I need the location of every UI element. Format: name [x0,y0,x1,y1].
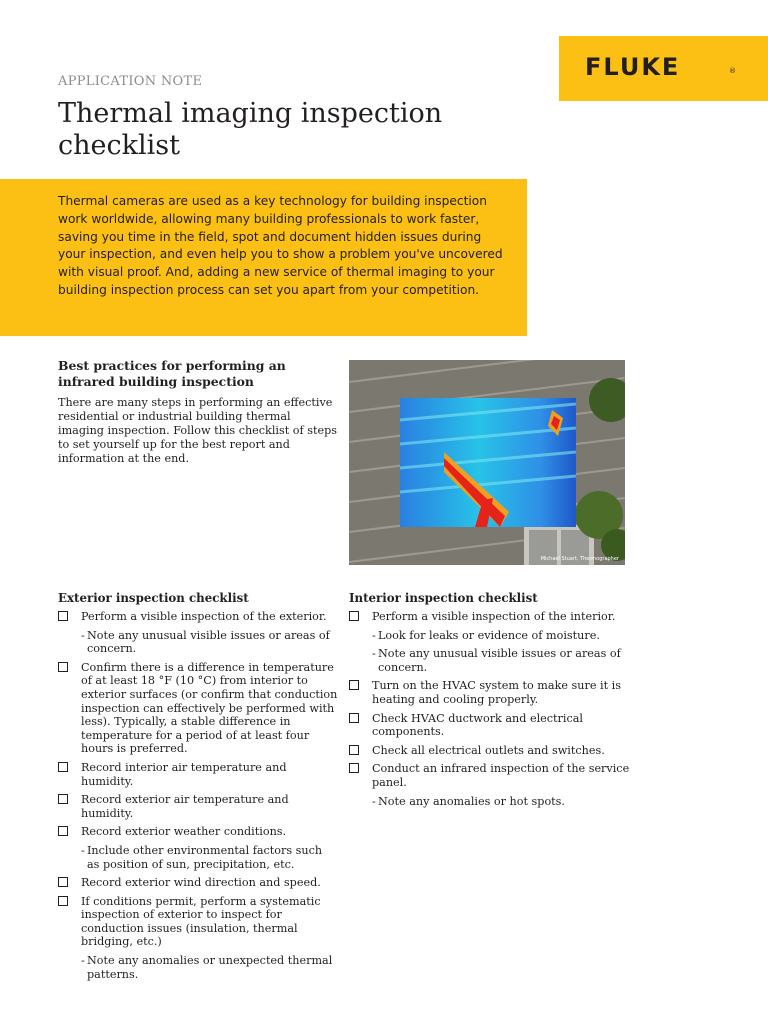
checklist-subitem: - Include other environmental factors such as position of sun, precipitation, etc. [58,844,338,871]
checkbox[interactable] [58,896,68,906]
checklist-item [58,761,338,788]
checklist-subitem: - Look for leaks or evidence of moisture. [349,629,639,643]
best-practices-heading: Best practices for performing an infrared building inspection [58,358,286,389]
checkbox[interactable] [349,763,359,773]
page-title: Thermal imaging inspection checklist [58,98,443,161]
checklist-item [58,793,338,820]
fluke-logo [559,36,768,101]
checklist-item-text: Conduct an infrared inspection of the service panel. [372,762,630,789]
checklist-item-text: Record interior air temperature and humidity. [81,760,287,788]
checklist-subitem-text: Include other environmental factors such as position of sun, precipitation, etc. [87,843,323,871]
checklist-subitem: - Note any unusual visible issues or areas of concern. [58,629,338,656]
checklist-item [349,679,639,706]
checklist-item-text: If conditions permit, perform a systematic inspection of exterior to inspect for conduction issues (insulation, thermal bridging, etc.) [81,894,321,949]
document-kicker: APPLICATION NOTE [58,74,203,89]
checklist-item-text: Perform a visible inspection of the exterior. [81,610,327,623]
checklist-item [58,610,338,624]
checklist-item [58,876,338,890]
registered-mark: ® [729,67,736,75]
checklist-item [349,744,639,758]
checkbox[interactable] [58,826,68,836]
checklist-subitem-text: Note any unusual visible issues or areas of concern. [87,628,330,656]
intro-text: Thermal cameras are used as a key technology for building inspection work worldwide, allowing many building professionals to work faster, saving you time in the field, spot and document hidden issues during your inspection, and even help you to show a problem you've uncovered with visual proof. And, adding a new service of thermal imaging to your building inspection process can set you apart from your competition. [58,194,503,297]
checklist-item [58,661,338,756]
checklist-item [349,712,639,739]
checklist-item-text: Perform a visible inspection of the interior. [372,610,616,623]
checkbox[interactable] [349,680,359,690]
interior-checklist-heading: Interior inspection checklist [349,591,538,605]
checklist-subitem-text: Note any unusual visible issues or areas of concern. [378,647,621,674]
checkbox[interactable] [58,662,68,672]
checklist-subitem-text: Note any anomalies or hot spots. [378,794,565,808]
checkbox[interactable] [349,611,359,621]
checkbox[interactable] [58,794,68,804]
checklist-item-text: Check HVAC ductwork and electrical components. [372,711,583,739]
thermal-image-photo [349,360,625,565]
interior-checklist [349,591,639,813]
checklist-subitem-text: Look for leaks or evidence of moisture. [378,628,600,642]
best-practices-body: There are many steps in performing an effective residential or industrial building thermal imaging inspection. Follow this checklist of steps to set yourself up for the best report and information at the end. [58,396,337,465]
checklist-item-text: Record exterior wind direction and speed. [81,876,321,890]
checkbox[interactable] [58,877,68,887]
exterior-list [58,610,338,981]
checklist-item-text: Turn on the HVAC system to make sure it is heating and cooling properly. [372,679,621,706]
checkbox[interactable] [349,713,359,723]
checklist-item-text: Record exterior weather conditions. [81,825,287,839]
checklist-subitem-text: Note any anomalies or unexpected thermal patterns. [87,954,333,981]
logo-wordmark: FLUKE [585,53,681,81]
checklist-item [349,762,639,789]
checklist-subitem: - Note any anomalies or unexpected thermal patterns. [58,954,338,981]
checklist-item [349,610,639,624]
checklist-item-text: Record exterior air temperature and humidity. [81,793,289,820]
exterior-checklist-heading: Exterior inspection checklist [58,591,249,605]
intro-panel [0,179,527,336]
checkbox[interactable] [58,611,68,621]
checklist-subitem: - Note any unusual visible issues or areas of concern. [349,647,639,674]
checkbox[interactable] [58,762,68,772]
checklist-item [58,895,338,949]
checklist-item [58,825,338,839]
interior-list [349,610,639,808]
photo-credit: Michael Stuart, Thermographer [540,556,619,562]
checklist-item-text: Check all electrical outlets and switches. [372,743,605,757]
exterior-checklist [58,591,338,986]
checklist-item-text: Confirm there is a difference in temperature of at least 18 °F (10 °C) from interior to exterior surfaces (or confirm that conduction inspection can effectively be performed with less). Typically, a stable difference in temperature for a period of at least four hours is preferred. [81,660,338,756]
checkbox[interactable] [349,745,359,755]
checklist-subitem: - Note any anomalies or hot spots. [349,795,639,809]
